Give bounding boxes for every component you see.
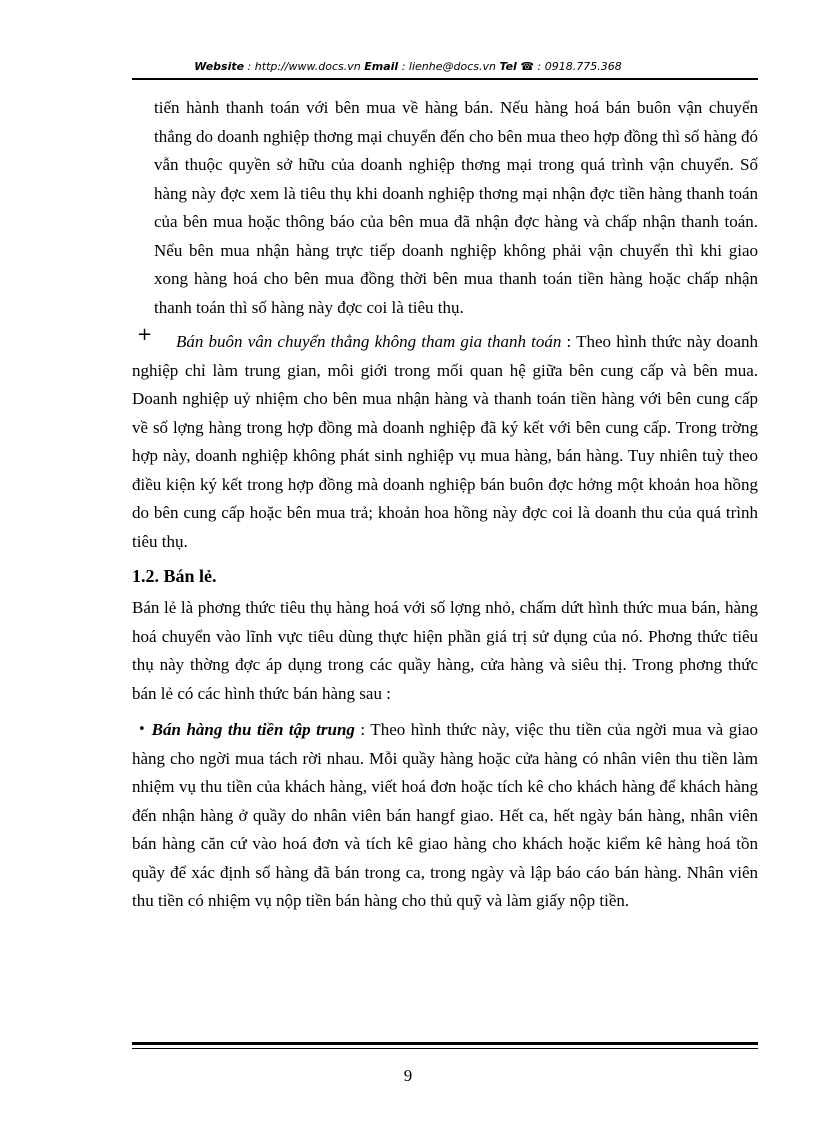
footer-divider-thin xyxy=(132,1048,758,1049)
plus-bullet-icon: + xyxy=(137,324,153,345)
footer-divider-thick xyxy=(132,1042,758,1045)
tel-label: Tel xyxy=(499,60,517,73)
bullet-icon: • xyxy=(138,722,146,737)
document-body xyxy=(132,94,758,916)
telephone-icon: ☎ xyxy=(520,60,535,73)
header-divider xyxy=(132,78,758,80)
paragraph-3: Bán lẻ là phơng thức tiêu thụ hàng hoá với số lợng nhỏ, chấm dứt hình thức mua bán, hàng hoá chuyển vào lĩnh vực tiêu dùng thực hiện phần giá trị sử dụng của nó. Phơng thức tiêu thụ này thờng đợc áp dụng trong các quầy hàng, cửa hàng và siêu thị. Trong phơng thức bán lẻ có các hình thức bán hàng sau : xyxy=(132,598,758,703)
paragraph-2-term: Bán buôn vân chuyển thẳng không tham gia thanh toán xyxy=(176,332,562,351)
paragraph-4-term: Bán hàng thu tiền tập trung xyxy=(151,720,355,739)
paragraph-1: tiến hành thanh toán với bên mua về hàng bán. Nếu hàng hoá bán buôn vận chuyển thẳng do doanh nghiệp thơng mại chuyển đến cho bên mua theo hợp đồng thì số hàng đó vẫn thuộc quyền sở hữu của doanh nghiệp thơng mại trong quá trình vận chuyển. Số hàng này đợc xem là tiêu thụ khi doanh nghiệp thơng mại nhận đợc tiền hàng thanh toán của bên mua hoặc thông báo của bên mua đã nhận đợc hàng và chấp nhận thanh toán. Nếu bên mua nhận hàng trực tiếp doanh nghiệp không phải vận chuyển thì khi giao xong hàng hoá cho bên mua đồng thời bên mua thanh toán tiền hàng hoặc chấp nhận thanh toán thì số hàng này đợc coi là tiêu thụ. xyxy=(154,98,758,317)
website-value: : http://www.docs.vn xyxy=(244,60,365,73)
paragraph-4-text: : Theo hình thức này, việc thu tiền của ngời mua và giao hàng cho ngời mua tách rời nhau. Mỗi quầy hàng hoặc cửa hàng có nhân viên thu tiền làm nhiệm vụ thu tiền của khách hàng, viết hoá đơn hoặc tích kê cho khách hàng để khách hàng đến nhận hàng ở quầy do nhân viên bán hangf giao. Hết ca, hết ngày bán hàng, nhân viên bán hàng căn cứ vào hoá đơn và tích kê giao hàng cho khách hoặc kiểm kê hàng hoá tồn quầy để xác định số hàng đã bán trong ca, trong ngày và lập báo cáo bán hàng. Nhân viên thu tiền có nhiệm vụ nộp tiền bán hàng cho thủ quỹ và làm giấy nộp tiền. xyxy=(132,720,758,910)
email-value: : lienhe@docs.vn xyxy=(398,60,500,73)
paragraph-2-text: : Theo hình thức này doanh nghiệp chỉ làm trung gian, môi giới trong mối quan hệ giữa bên cung cấp và bên mua. Doanh nghiệp uỷ nhiệm cho bên mua nhận hàng và thanh toán tiền hàng với bên cung cấp về số lợng hàng trong hợp đồng mà doanh nghiệp đã ký kết với bên cung cấp. Trong trờng hợp này, doanh nghiệp không phát sinh nghiệp vụ mua hàng, bán hàng. Tuy nhiên tuỳ theo điều kiện ký kết trong hợp đồng mà doanh nghiệp bán buôn đợc hởng một khoản hoa hồng do bên cung cấp hoặc bên mua trả; khoản hoa hồng này đợc coi là doanh thu của quá trình tiêu thụ. xyxy=(132,332,758,551)
page-number: 9 xyxy=(403,1066,413,1085)
website-label: Website xyxy=(194,60,245,73)
tel-value: : 0918.775.368 xyxy=(534,60,622,73)
section-heading: 1.2. Bán lẻ. xyxy=(132,566,217,586)
paragraph-2 xyxy=(132,324,758,556)
email-label: Email xyxy=(364,60,399,73)
paragraph-4 xyxy=(132,716,758,916)
page-header xyxy=(0,60,816,73)
